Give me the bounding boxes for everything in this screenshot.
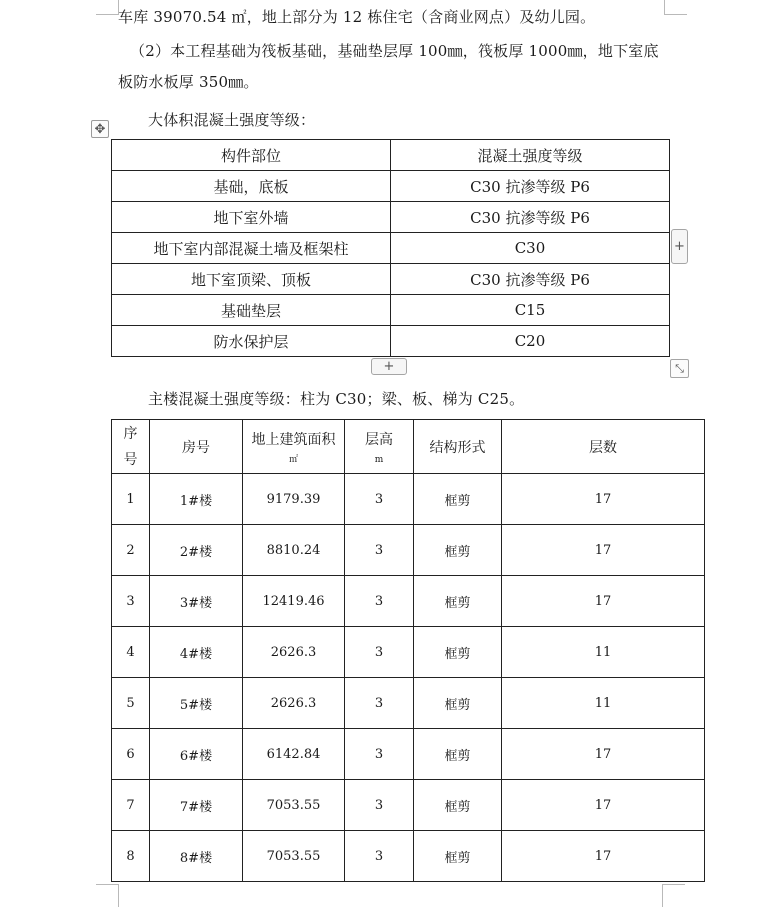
cell-seq[interactable]: 2 (112, 525, 150, 576)
table1-cell[interactable]: 地下室顶梁、顶板 (112, 264, 391, 295)
table-row (112, 627, 705, 678)
table1-row (112, 233, 670, 264)
table1-cell[interactable]: C20 (391, 326, 670, 357)
cell-floors[interactable]: 11 (502, 678, 705, 729)
cell-building[interactable]: 3#楼 (150, 576, 243, 627)
cell-seq[interactable]: 7 (112, 780, 150, 831)
cell-structure[interactable]: 框剪 (414, 678, 502, 729)
crop-mark-top-right (664, 0, 687, 15)
cell-seq[interactable]: 4 (112, 627, 150, 678)
cell-area[interactable]: 2626.3 (243, 627, 345, 678)
cell-floors[interactable]: 17 (502, 831, 705, 882)
table1-row (112, 326, 670, 357)
cell-structure[interactable]: 框剪 (414, 831, 502, 882)
cell-area[interactable]: 2626.3 (243, 678, 345, 729)
paragraph-line-3: 板防水板厚 350㎜。 (118, 73, 259, 91)
header-building[interactable]: 房号 (150, 420, 243, 474)
add-column-button[interactable] (671, 229, 688, 264)
table-row (112, 780, 705, 831)
cell-building[interactable]: 2#楼 (150, 525, 243, 576)
plus-icon: + (674, 239, 685, 254)
table1-cell[interactable]: 防水保护层 (112, 326, 391, 357)
header-floors[interactable]: 层数 (502, 420, 705, 474)
cell-building[interactable]: 7#楼 (150, 780, 243, 831)
crop-mark-bottom-right (662, 884, 685, 907)
cell-floors[interactable]: 11 (502, 627, 705, 678)
header-height[interactable]: 层高 m (345, 420, 414, 474)
cell-structure[interactable]: 框剪 (414, 627, 502, 678)
table1-cell[interactable]: C30 抗渗等级 P6 (391, 171, 670, 202)
concrete-grade-table (111, 139, 670, 357)
cell-building[interactable]: 6#楼 (150, 729, 243, 780)
table-move-icon[interactable]: ✥ (91, 120, 109, 138)
cell-area[interactable]: 9179.39 (243, 474, 345, 525)
table2-header-row (112, 420, 705, 474)
table1-row (112, 264, 670, 295)
header-area[interactable]: 地上建筑面积 ㎡ (243, 420, 345, 474)
cell-height[interactable]: 3 (345, 627, 414, 678)
cell-area[interactable]: 6142.84 (243, 729, 345, 780)
table1-header-cell[interactable]: 构件部位 (112, 140, 391, 171)
table-row (112, 474, 705, 525)
table1-cell[interactable]: C30 抗渗等级 P6 (391, 202, 670, 233)
table1-cell[interactable]: 地下室内部混凝土墙及框架柱 (112, 233, 391, 264)
table1-cell[interactable]: 地下室外墙 (112, 202, 391, 233)
header-seq[interactable]: 序 号 (112, 420, 150, 474)
add-row-button[interactable] (371, 358, 407, 375)
cell-structure[interactable]: 框剪 (414, 525, 502, 576)
table1-cell[interactable]: C30 抗渗等级 P6 (391, 264, 670, 295)
cell-floors[interactable]: 17 (502, 780, 705, 831)
table2-caption: 主楼混凝土强度等级：柱为 C30；梁、板、梯为 C25。 (148, 390, 525, 408)
cell-height[interactable]: 3 (345, 576, 414, 627)
paragraph-line-2: （2）本工程基础为筏板基础，基础垫层厚 100㎜，筏板厚 1000㎜，地下室底 (130, 42, 659, 60)
cell-floors[interactable]: 17 (502, 576, 705, 627)
table-row (112, 729, 705, 780)
cell-area[interactable]: 12419.46 (243, 576, 345, 627)
table-row (112, 678, 705, 729)
table-row (112, 831, 705, 882)
cell-area[interactable]: 7053.55 (243, 831, 345, 882)
header-structure[interactable]: 结构形式 (414, 420, 502, 474)
cell-seq[interactable]: 1 (112, 474, 150, 525)
crop-mark-top-left (96, 0, 119, 15)
cell-seq[interactable]: 6 (112, 729, 150, 780)
crop-mark-bottom-left (96, 884, 119, 907)
cell-structure[interactable]: 框剪 (414, 576, 502, 627)
cell-height[interactable]: 3 (345, 780, 414, 831)
table-resize-icon[interactable]: ⤡ (670, 359, 689, 378)
cell-height[interactable]: 3 (345, 831, 414, 882)
cell-area[interactable]: 7053.55 (243, 780, 345, 831)
table1-cell[interactable]: C30 (391, 233, 670, 264)
plus-icon: + (383, 359, 395, 374)
table1-row (112, 202, 670, 233)
cell-structure[interactable]: 框剪 (414, 474, 502, 525)
cell-structure[interactable]: 框剪 (414, 780, 502, 831)
table-row (112, 525, 705, 576)
cell-floors[interactable]: 17 (502, 729, 705, 780)
cell-seq[interactable]: 3 (112, 576, 150, 627)
paragraph-line-1: 车库 39070.54 ㎡，地上部分为 12 栋住宅（含商业网点）及幼儿园。 (118, 8, 596, 26)
table1-cell[interactable]: 基础，底板 (112, 171, 391, 202)
table1-row (112, 171, 670, 202)
cell-building[interactable]: 1#楼 (150, 474, 243, 525)
cell-height[interactable]: 3 (345, 729, 414, 780)
building-info-table (111, 419, 705, 882)
table1-caption: 大体积混凝土强度等级： (148, 111, 316, 129)
cell-structure[interactable]: 框剪 (414, 729, 502, 780)
table1-cell[interactable]: 基础垫层 (112, 295, 391, 326)
table1-header-row (112, 140, 670, 171)
cell-floors[interactable]: 17 (502, 474, 705, 525)
table-row (112, 576, 705, 627)
table1-cell[interactable]: C15 (391, 295, 670, 326)
cell-height[interactable]: 3 (345, 525, 414, 576)
cell-height[interactable]: 3 (345, 678, 414, 729)
cell-floors[interactable]: 17 (502, 525, 705, 576)
cell-building[interactable]: 5#楼 (150, 678, 243, 729)
cell-height[interactable]: 3 (345, 474, 414, 525)
cell-building[interactable]: 4#楼 (150, 627, 243, 678)
cell-seq[interactable]: 8 (112, 831, 150, 882)
cell-seq[interactable]: 5 (112, 678, 150, 729)
table1-header-cell[interactable]: 混凝土强度等级 (391, 140, 670, 171)
cell-building[interactable]: 8#楼 (150, 831, 243, 882)
table1-row (112, 295, 670, 326)
cell-area[interactable]: 8810.24 (243, 525, 345, 576)
